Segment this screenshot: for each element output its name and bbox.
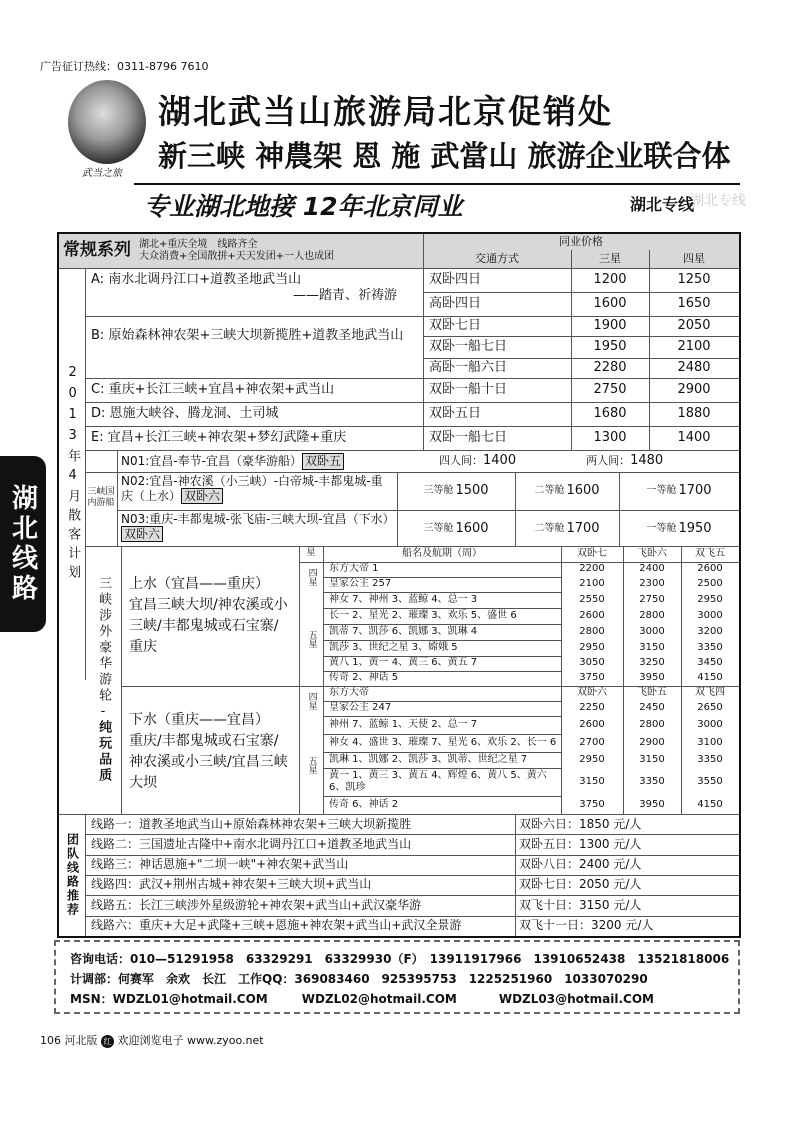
price-b: 3350 bbox=[639, 775, 665, 787]
price-c: 2500 bbox=[697, 578, 723, 590]
price-4star: 1880 bbox=[677, 405, 711, 421]
cabin-value: 1600 bbox=[566, 482, 600, 498]
lux-down-star5: 五星 bbox=[306, 756, 317, 774]
cabin-label: 二等舱 bbox=[534, 522, 565, 534]
tagline: 专业湖北地接 12年北京同业 bbox=[144, 192, 463, 221]
page-subtitle: 新三峡 神農架 恩 施 武當山 旅游企业联合体 bbox=[158, 139, 731, 173]
upstream-desc: 上水（宜昌——重庆） 宜昌三峡大坝/神农溪或小三峡/丰都鬼城或石宝寨/重庆 bbox=[129, 576, 288, 655]
price-3star: 1300 bbox=[593, 429, 627, 445]
price-b: 3950 bbox=[639, 672, 665, 684]
price-transport: 双卧一船七日 bbox=[429, 429, 508, 445]
logo-caption: 武当之旅 bbox=[82, 168, 122, 179]
group-line: 线路一：道教圣地武当山+原始森林神农架+三峡大坝新揽胜 bbox=[91, 816, 412, 831]
page-title: 湖北武当山旅游局北京促销处 bbox=[158, 92, 613, 131]
cabin-price bbox=[515, 510, 619, 548]
contact-msn: MSN：WDZL01@hotmail.COM WDZL02@hotmail.COM WDZL03@hotmail.COM bbox=[70, 992, 654, 1006]
footer bbox=[40, 1032, 264, 1048]
cabin-price bbox=[397, 472, 515, 510]
cabin-value: 1700 bbox=[678, 482, 712, 498]
route-e: E: 宜昌+长江三峡+神农架+梦幻武隆+重庆 bbox=[91, 429, 347, 445]
price-4star: 2100 bbox=[677, 338, 711, 354]
lux-h-c: 双飞五 bbox=[695, 547, 725, 559]
price-a: 2950 bbox=[579, 753, 605, 765]
header-transport: 交通方式 bbox=[423, 250, 571, 268]
price-a: 2600 bbox=[579, 718, 605, 730]
cabin-price bbox=[515, 472, 619, 510]
series-note-2: 大众消费+全国散拼+天天发团+一人也成团 bbox=[139, 251, 335, 262]
group-line: 线路六：重庆+大足+武隆+三峡+恩施+神农架+武当山+武汉全景游 bbox=[91, 918, 462, 932]
price-b: 3150 bbox=[639, 641, 665, 653]
ship-name: 神州 7、蓝鲸 1、天使 2、总一 7 bbox=[329, 718, 478, 730]
cabin-price bbox=[397, 510, 515, 548]
price-b: 2450 bbox=[639, 702, 665, 714]
lux-h2-a: 双卧六 bbox=[577, 687, 607, 699]
price-b: 2300 bbox=[639, 578, 665, 590]
price-c: 3100 bbox=[697, 736, 723, 748]
footer-text: 欢迎浏览电子 www.zyoo.net bbox=[117, 1034, 264, 1047]
price-4star: 1650 bbox=[677, 295, 711, 311]
n01-prices: 四人间： 1400 两人间： 1480 bbox=[439, 452, 664, 468]
ship-name: 凯琳 1、凯娜 2、凯莎 3、凯蒂、世纪之星 7 bbox=[329, 753, 528, 765]
ship-name: 凯莎 3、世纪之星 3、嫦娥 5 bbox=[329, 641, 458, 653]
zyoo-logo-icon: 红 bbox=[101, 1035, 114, 1048]
price-transport: 双卧五日 bbox=[429, 405, 482, 421]
contact-phone: 咨询电话：010—51291958 63329291 63329930（F） 13911917966 13910652438 13521818006 bbox=[70, 952, 730, 966]
group-line: 线路三：神话恩施+"二坝一峡"+神农架+武当山 bbox=[91, 857, 349, 872]
price-3star: 2280 bbox=[593, 359, 627, 375]
price-a bbox=[561, 686, 623, 701]
contact-box bbox=[54, 940, 740, 1014]
price-4star: 2480 bbox=[677, 359, 711, 375]
price-a: 2800 bbox=[579, 625, 605, 637]
price-a: 3150 bbox=[579, 775, 605, 787]
price-transport: 双卧一船七日 bbox=[429, 338, 508, 354]
price-3star: 2750 bbox=[593, 381, 627, 397]
regular-series-header bbox=[59, 234, 423, 268]
price-b: 2800 bbox=[639, 718, 665, 730]
header-4star: 四星 bbox=[649, 250, 739, 268]
cabin-value: 1500 bbox=[455, 482, 489, 498]
price-c: 3350 bbox=[697, 641, 723, 653]
price-transport: 高卧一船六日 bbox=[429, 359, 508, 375]
price-b: 2800 bbox=[639, 609, 665, 621]
price-c: 4150 bbox=[697, 798, 723, 810]
price-b: 2750 bbox=[639, 593, 665, 605]
page-number: 106 河北版 bbox=[40, 1034, 98, 1047]
cabin-price bbox=[619, 472, 739, 510]
logo-image bbox=[68, 80, 146, 164]
group-price: 双飞十一日：3200 元/人 bbox=[519, 918, 654, 932]
n03-route: N03:重庆-丰都鬼城-张飞庙-三峡大坝-宜昌（下水）双卧六 bbox=[121, 512, 395, 541]
ship-name: 神女 4、盛世 3、璀璨 7、星光 6、欢乐 2、长一 6 bbox=[329, 736, 557, 748]
price-b: 3250 bbox=[639, 657, 665, 669]
cabin-value: 1600 bbox=[455, 520, 489, 536]
price-c: 2600 bbox=[697, 563, 723, 575]
cabin-value: 1950 bbox=[678, 520, 712, 536]
header-divider bbox=[134, 183, 740, 185]
ship-name: 长一 2、星光 2、璀璨 3、欢乐 5、盛世 6 bbox=[329, 609, 517, 621]
price-3star: 1680 bbox=[593, 405, 627, 421]
contact-staff: 计调部：何赛军 余欢 长江 工作QQ：369083460 925395753 1225251960 1033070290 bbox=[70, 972, 648, 986]
itinerary-table bbox=[57, 232, 741, 938]
cabin-label: 三等舱 bbox=[423, 522, 454, 534]
n01-route: N01:宜昌-奉节-宜昌（豪华游船） 双卧五 bbox=[117, 450, 415, 472]
price-3star: 1600 bbox=[593, 295, 627, 311]
price-4star: 2900 bbox=[677, 381, 711, 397]
price-a: 2600 bbox=[579, 609, 605, 621]
group-line: 线路四：武汉+荆州古城+神农架+三峡大坝+武当山 bbox=[91, 877, 372, 892]
group-line: 线路五：长江三峡涉外星级游轮+神农架+武当山+武汉豪华游 bbox=[91, 897, 422, 912]
ship-name: 皇家公主 257 bbox=[329, 578, 392, 590]
ship-name: 东方大帝 1 bbox=[329, 563, 379, 575]
series-note-1: 湖北+重庆全境 线路齐全 bbox=[139, 238, 258, 250]
route-c: C: 重庆+长江三峡+宜昌+神农架+武当山 bbox=[91, 381, 335, 397]
price-b: 3150 bbox=[639, 753, 665, 765]
n01-mode: 双卧五 bbox=[302, 453, 344, 470]
group-price: 双飞十日：3150 元/人 bbox=[519, 897, 642, 912]
price-3star: 1900 bbox=[593, 317, 627, 333]
price-a: 2200 bbox=[579, 563, 605, 575]
cabin-price bbox=[619, 510, 739, 548]
lux-h-ship: 船名及航期（周） bbox=[402, 547, 482, 559]
price-transport: 双卧四日 bbox=[429, 271, 482, 287]
price-c: 3350 bbox=[697, 753, 723, 765]
ship-name: 黄一 1、黄三 3、黄五 4、辉煌 6、黄八 5、黄六 6、凯珍 bbox=[329, 769, 547, 793]
ship-name: 传奇 2、神话 5 bbox=[329, 672, 399, 684]
lux-h-star: 星 bbox=[306, 548, 316, 559]
group-price: 双卧七日：2050 元/人 bbox=[519, 877, 642, 892]
price-b: 2900 bbox=[639, 736, 665, 748]
group-price: 双卧五日：1300 元/人 bbox=[519, 836, 642, 851]
price-a: 2950 bbox=[579, 641, 605, 653]
price-b: 2400 bbox=[639, 563, 665, 575]
ship-name: 神女 7、神州 3、蓝鲸 4、总一 3 bbox=[329, 593, 478, 605]
regular-side-label: 2013年4月散客计划 bbox=[65, 364, 81, 584]
price-a: 2700 bbox=[579, 736, 605, 748]
ad-hotline: 广告征订热线：0311-8796 7610 bbox=[40, 60, 209, 73]
price-c: 3450 bbox=[697, 657, 723, 669]
cabin-label: 二等舱 bbox=[534, 484, 565, 496]
cabin-label: 一等舱 bbox=[646, 484, 677, 496]
price-b: 3000 bbox=[639, 625, 665, 637]
price-4star: 2050 bbox=[677, 317, 711, 333]
ship-name: 黄八 1、黄一 4、黄三 6、黄五 7 bbox=[329, 657, 478, 669]
tag-side: 湖北专线 bbox=[630, 195, 695, 214]
price-4star: 1250 bbox=[677, 271, 711, 287]
group-line: 线路二：三国遗址古隆中+南水北调丹江口+道教圣地武当山 bbox=[91, 836, 412, 851]
ship-name: 凯蒂 7、凯莎 6、凯娜 3、凯琳 4 bbox=[329, 625, 478, 637]
tag-side-ghost: 湖北专线 bbox=[690, 193, 746, 209]
group-price: 双卧六日：1850 元/人 bbox=[519, 816, 642, 831]
route-d: D: 恩施大峡谷、腾龙洞、土司城 bbox=[91, 405, 279, 421]
price-transport: 双卧七日 bbox=[429, 317, 482, 333]
ship-name: 皇家公主 247 bbox=[329, 702, 392, 714]
ship-name: 传奇 6、神话 2 bbox=[329, 798, 399, 810]
lux-h-b: 飞卧六 bbox=[637, 547, 667, 559]
route-a: A: 南水北调丹江口+道教圣地武当山 ——踏青、祈祷游 bbox=[91, 272, 397, 304]
price-3star: 1950 bbox=[593, 338, 627, 354]
header-price: 同业价格 bbox=[423, 234, 739, 250]
price-b bbox=[623, 686, 681, 701]
price-c: 3000 bbox=[697, 609, 723, 621]
price-c: 3000 bbox=[697, 718, 723, 730]
price-b: 3950 bbox=[639, 798, 665, 810]
price-c: 4150 bbox=[697, 672, 723, 684]
price-c: 2950 bbox=[697, 593, 723, 605]
lux-h-a: 双卧七 bbox=[577, 547, 607, 559]
n02-mode: 双卧六 bbox=[181, 488, 223, 504]
side-tab bbox=[0, 456, 46, 632]
lux-up-star5: 五星 bbox=[306, 630, 317, 648]
lux-up-star4: 四星 bbox=[306, 568, 317, 586]
price-4star: 1400 bbox=[677, 429, 711, 445]
price-transport: 双卧一船十日 bbox=[429, 381, 508, 397]
price-a: 3750 bbox=[579, 798, 605, 810]
price-3star: 1200 bbox=[593, 271, 627, 287]
n02-route: N02:宜昌-神农溪（小三峡）-白帝城-丰都鬼城-重庆（上水） 双卧六 bbox=[121, 474, 383, 503]
cabin-label: 一等舱 bbox=[646, 522, 677, 534]
group-price: 双卧八日：2400 元/人 bbox=[519, 857, 642, 872]
side-tab-label: 湖北线路 bbox=[7, 484, 38, 604]
downstream-desc: 下水（重庆——宜昌） 重庆/丰都鬼城或石宝寨/神农溪或小三峡/宜昌三峡大坝 bbox=[129, 712, 288, 791]
price-a: 2250 bbox=[579, 702, 605, 714]
price-a: 3750 bbox=[579, 672, 605, 684]
luxury-label: 三峡涉外豪华游轮 - 纯玩品质 bbox=[96, 575, 112, 785]
header-3star: 三星 bbox=[571, 250, 649, 268]
price-c bbox=[681, 686, 739, 701]
lux-h2-b: 飞卧五 bbox=[637, 687, 667, 699]
price-transport: 高卧四日 bbox=[429, 295, 482, 311]
price-c: 3200 bbox=[697, 625, 723, 637]
ship-name: 东方大帝 bbox=[329, 687, 369, 699]
n03-mode: 双卧六 bbox=[121, 526, 163, 542]
price-c: 3550 bbox=[697, 775, 723, 787]
price-a: 2100 bbox=[579, 578, 605, 590]
cabin-label: 三等舱 bbox=[423, 484, 454, 496]
cabin-value: 1700 bbox=[566, 520, 600, 536]
price-a: 2550 bbox=[579, 593, 605, 605]
lux-down-star4: 四星 bbox=[306, 692, 317, 710]
lux-h2-c: 双飞四 bbox=[695, 687, 725, 699]
route-b: B: 原始森林神农架+三峡大坝新揽胜+道教圣地武当山 bbox=[91, 328, 404, 343]
series-title: 常规系列 bbox=[63, 240, 131, 261]
price-a: 3050 bbox=[579, 657, 605, 669]
price-c: 2650 bbox=[697, 702, 723, 714]
domestic-label: 三峡国内游船 bbox=[87, 486, 115, 508]
group-label: 团队线路推荐 bbox=[65, 833, 80, 917]
